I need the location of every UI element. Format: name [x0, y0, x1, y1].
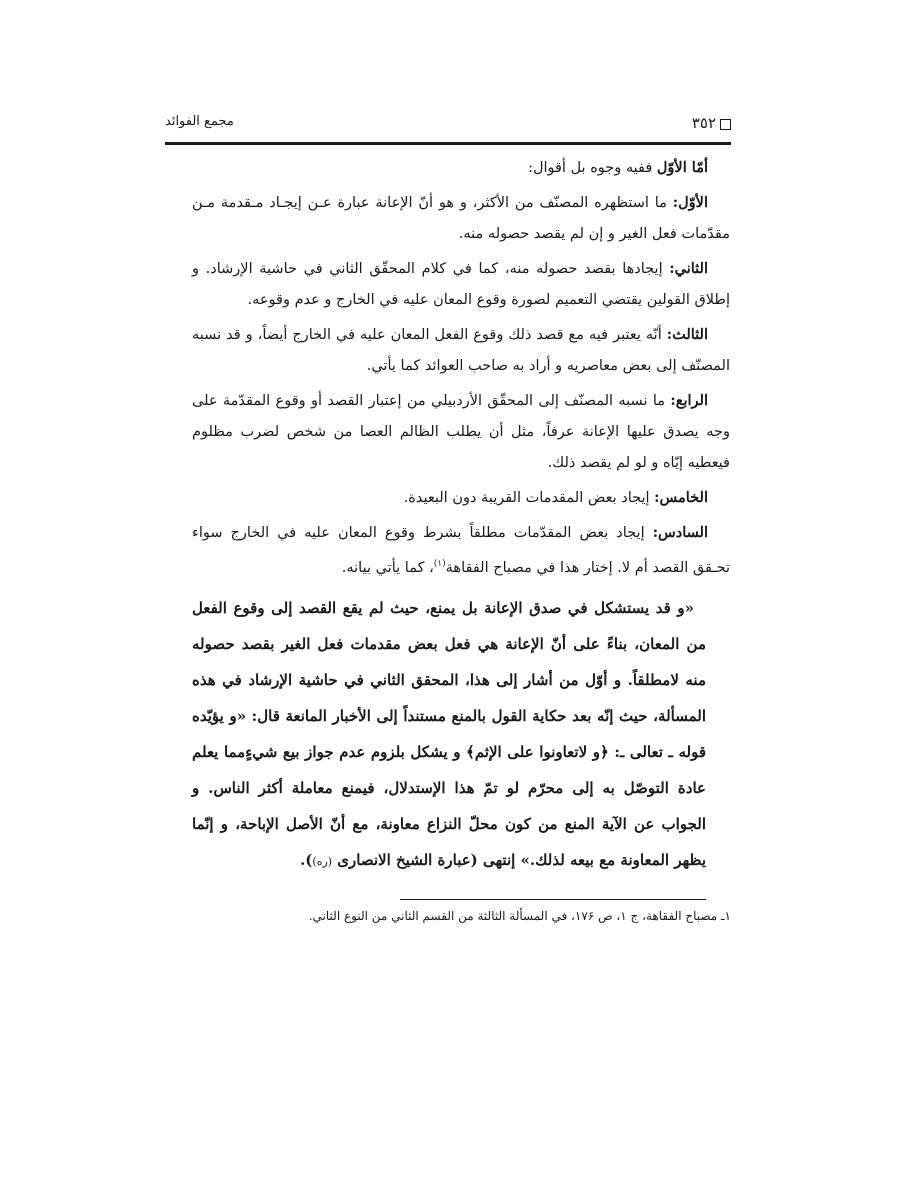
paragraph-label: السادس:	[652, 524, 708, 541]
page-number-text: ٣٥٢	[691, 114, 716, 132]
paragraph-label: الثاني:	[669, 260, 708, 277]
paragraph-fifth	[192, 479, 730, 514]
page-header	[165, 112, 731, 138]
intro-text: ففيه وجوه بل أقوال:	[528, 160, 657, 176]
paragraph-text: أنّه يعتبر فيه مع قصد ذلك وقوع الفعل المعان عليه في الخارج أيضاً، و قد نسبه المصنّف إلى بعض معاصريه و أراد به صاحب العوائد كما يأتي.	[192, 327, 730, 374]
paragraph-text: إيجاد بعض المقدمات القريبة دون البعيدة.	[403, 490, 655, 506]
intro-label: أمّا الأوّل	[656, 159, 708, 176]
square-icon	[720, 119, 731, 130]
paragraph-label: الخامس:	[654, 489, 708, 506]
footnote-reference[interactable]: (١)	[433, 559, 446, 569]
paragraph-text: إيجاد بعض المقدّمات مطلقاً بشرط وقوع المعان عليه في الخارج سواء تحـقق القصد أم لا. إختار هذا في مصباح الفقاهة	[192, 525, 730, 576]
paragraph-label: الثالث:	[666, 326, 708, 343]
paragraph-text: إيجادها بقصد حصوله منه، كما في كلام المحقّق الثاني في حاشية الإرشاد. و إطلاق القولين يقتضي التعميم لصورة وقوع المعان عليه في الخارج و عدم وقوعه.	[192, 261, 730, 308]
paragraph-third	[192, 316, 730, 382]
quotation-text: «و قد يستشكل في صدق الإعانة بل يمنع، حيث لم يقع القصد إلى وقوع الفعل من المعان، بناءً على أنّ الإعانة هي فعل بعض مقدمات فعل الغير بقصد حصوله منه لامطلقاً. و أوّل من أشار إلى هذا، المحقق الثاني في حاشية الإرشاد في هذه المسألة، حيث إنّه بعد حكاية القول بالمنع مستنداً إلى الأخبار المانعة قال: «و يؤيّده قوله ـ تعالى ـ: ﴿و لاتعاونوا على الإثم﴾ و يشكل بلزوم عدم جواز بيع شيءٍمما يعلم عادة التوصّل به إلى محرّم لو تمّ هذا الإستدلال، فيمنع معاملة أكثر الناس. و الجواب عن الآية المنع من كون محلّ النزاع معاونة، مع أنّ الأصل الإباحة، و إنّما يظهر المعاونة مع بيعه لذلك.» إنتهى (عبارة الشيخ الانصارى	[192, 598, 706, 869]
header-rule	[165, 142, 731, 145]
intro-paragraph	[192, 152, 730, 184]
paragraph-sixth	[192, 514, 730, 584]
quotation-close: ).	[300, 850, 313, 869]
page-number	[692, 114, 731, 132]
paragraph-fourth	[192, 382, 730, 479]
footnote: ١ـ مصباح الفقاهة، ج ١، ص ١٧۶، في المسألة الثالثة من القسم الثاني من النوع الثاني.	[308, 909, 731, 923]
paragraph-label: الرابع:	[670, 392, 708, 409]
main-text	[192, 152, 730, 880]
paragraph-text: ما نسبه المصنّف إلى المحقّق الأردبيلي من إعتبار القصد أو وقوع المقدّمة على وجه يصدق عليها الإعانة عرفاً، مثل أن يطلب الظالم العصا من شخص لضرب مظلوم فيعطيه إيّاه و لو لم يقصد ذلك.	[192, 393, 730, 471]
paragraph-text-after: ، كما يأتي بيانه.	[341, 559, 434, 576]
paragraph-text: ما استظهره المصنّف من الأكثر، و هو أنّ الإعانة عبارة عـن إيجـاد مـقدمة مـن مقدّمات فعل الغير و إن لم يقصد حصوله منه.	[192, 195, 730, 242]
paragraph-label: الأوّل:	[672, 194, 708, 211]
running-title: مجمع الفوائد	[165, 114, 234, 129]
footnote-rule	[400, 899, 706, 900]
paragraph-second	[192, 250, 730, 316]
honorific: (ره)	[312, 854, 333, 868]
paragraph-first	[192, 184, 730, 250]
quotation-block	[192, 586, 706, 880]
